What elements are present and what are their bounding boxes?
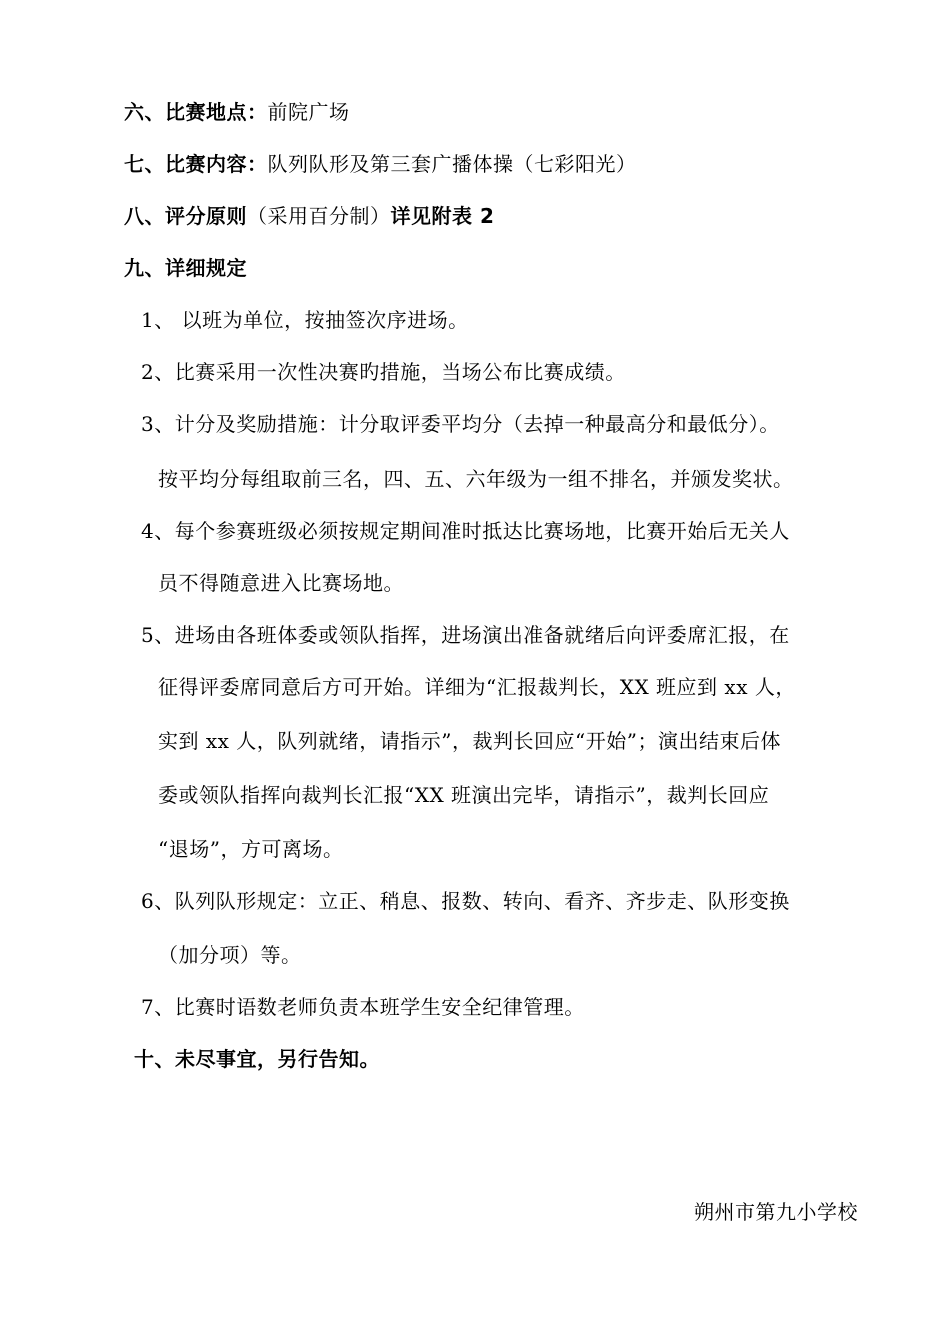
section-7-heading: 七、比赛内容： — [124, 152, 268, 176]
rule-6-line-2: （加分项）等。 — [158, 943, 302, 967]
section-9-heading: 九、详细规定 — [124, 256, 247, 280]
section-8-paren: （采用百分制） — [247, 204, 391, 228]
rule-5-line-1: 5、进场由各班体委或领队指挥，进场演出准备就绪后向评委席汇报，在 — [141, 623, 790, 647]
rule-3-line-2: 按平均分每组取前三名，四、五、六年级为一组不排名，并颁发奖状。 — [158, 467, 794, 491]
rule-5-line-2: 征得评委席同意后方可开始。详细为“汇报裁判长，XX 班应到 xx 人， — [158, 675, 796, 699]
rule-4-line-1: 4、每个参赛班级必须按规定期间准时抵达比赛场地，比赛开始后无关人 — [141, 519, 790, 543]
rule-1: 1、 以班为单位，按抽签次序进场。 — [141, 308, 469, 332]
rule-5-line-5: “退场”，方可离场。 — [158, 837, 344, 861]
rule-3-line-1: 3、计分及奖励措施：计分取评委平均分（去掉一种最高分和最低分）。 — [141, 412, 780, 436]
rule-6-line-1: 6、队列队形规定：立正、稍息、报数、转向、看齐、齐步走、队形变换 — [141, 889, 790, 913]
section-6-heading: 六、比赛地点： — [124, 100, 268, 124]
signature: 朔州市第九小学校 — [694, 1200, 858, 1224]
rule-4-line-2: 员不得随意进入比赛场地。 — [158, 571, 404, 595]
rule-2: 2、比赛采用一次性决赛旳措施，当场公布比赛成绩。 — [141, 360, 626, 384]
section-7-text: 队列队形及第三套广播体操（七彩阳光） — [267, 152, 637, 176]
section-6 — [124, 98, 350, 126]
rule-5-line-3: 实到 xx 人，队列就绪，请指示”，裁判长回应“开始”；演出结束后体 — [158, 729, 781, 753]
rule-7: 7、比赛时语数老师负责本班学生安全纪律管理。 — [141, 995, 585, 1019]
section-8-heading: 八、评分原则 — [124, 204, 247, 228]
rule-5-line-4: 委或领队指挥向裁判长汇报“XX 班演出完毕，请指示”，裁判长回应 — [158, 783, 770, 807]
section-6-text: 前院广场 — [267, 100, 350, 124]
section-8 — [124, 202, 494, 230]
section-8-heading-tail: 详见附表 2 — [390, 204, 495, 228]
section-10-heading: 十、未尽事宜，另行告知。 — [134, 1047, 380, 1071]
section-7 — [124, 150, 637, 178]
